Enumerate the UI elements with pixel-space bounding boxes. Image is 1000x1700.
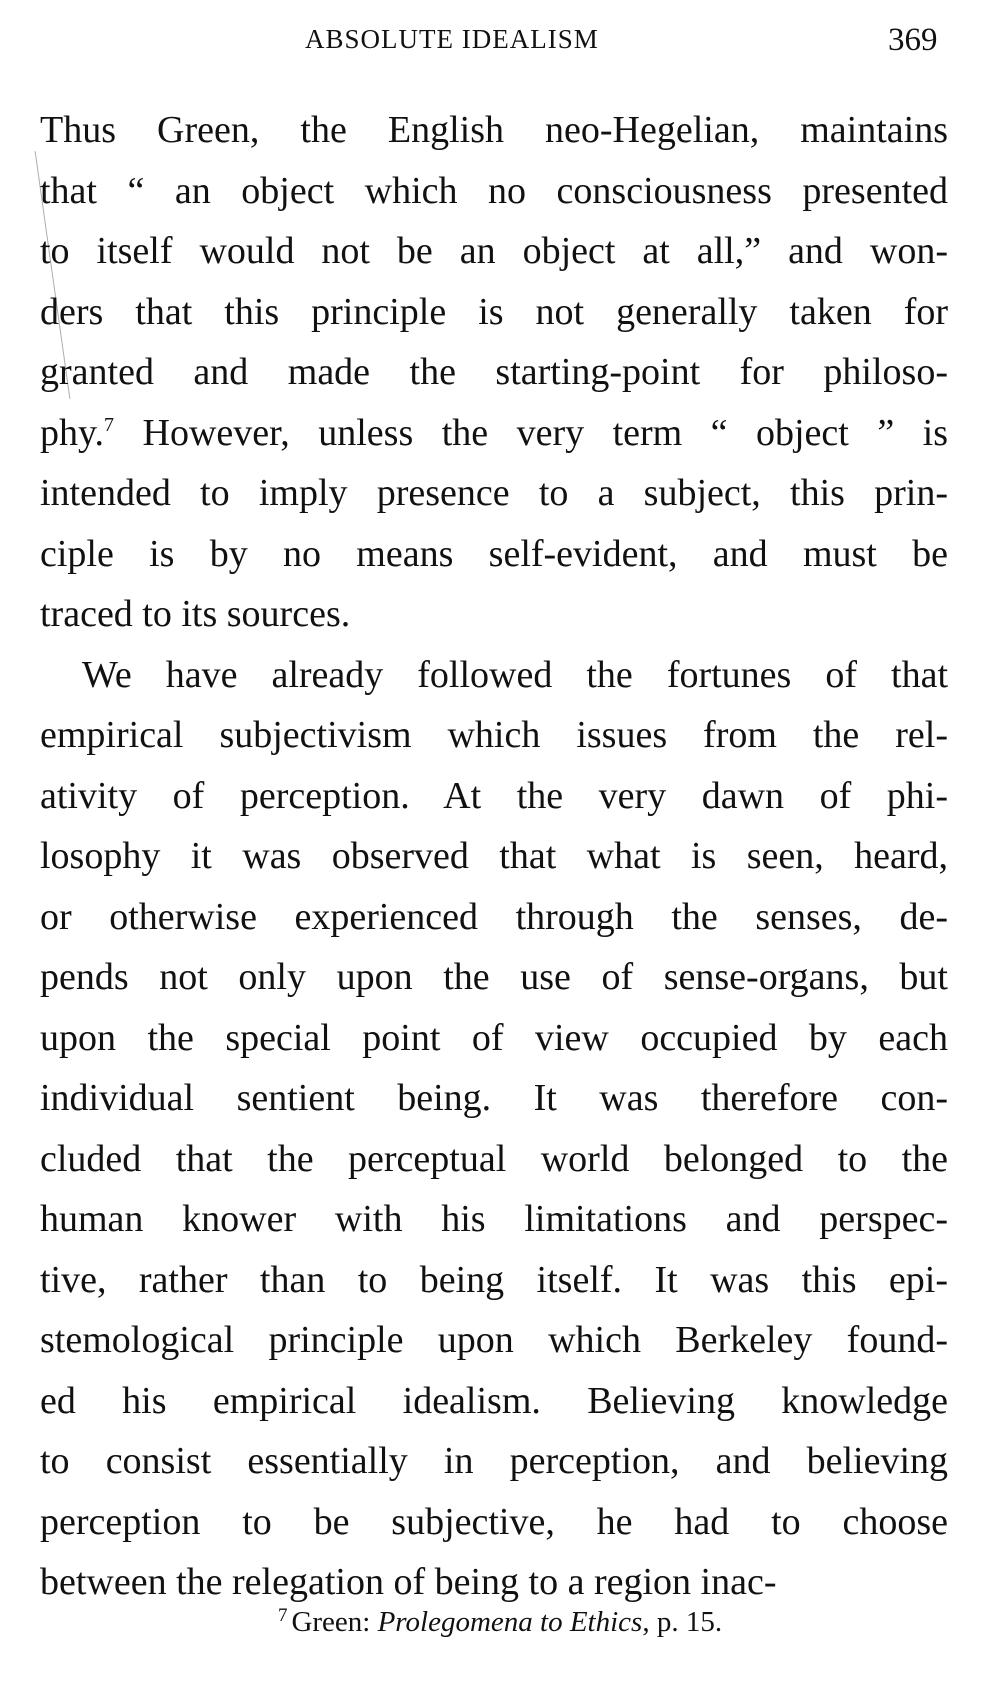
text-line: ed his empirical idealism. Believing knowledge	[40, 1379, 948, 1422]
footnote	[0, 1605, 1000, 1639]
text-line: tive, rather than to being itself. It was this epi-	[40, 1258, 948, 1301]
text-line: ciple is by no means self-evident, and must be	[40, 532, 948, 575]
text-line: individual sentient being. It was therefore con-	[40, 1077, 948, 1119]
text-line: to itself would not be an object at all,” and won-	[40, 230, 948, 272]
running-head-title: ABSOLUTE IDEALISM	[305, 24, 599, 54]
footnote-rest: , p. 15.	[642, 1606, 723, 1638]
text-line: losophy it was observed that what is seen, heard,	[40, 835, 948, 877]
text-line: perception to be subjective, he had to choose	[40, 1500, 948, 1543]
footnote-author: Green:	[291, 1606, 378, 1638]
footnote-reference[interactable]: 7	[104, 413, 115, 436]
text-line: traced to its sources.	[40, 593, 351, 635]
text-line: empirical subjectivism which issues from the rel-	[40, 714, 948, 756]
text-line: phy.$^7$ However, unless the very term “ object ” is	[40, 411, 948, 454]
running-head	[0, 18, 1000, 68]
paragraph	[40, 645, 948, 1613]
text-line: stemological principle upon which Berkeley found-	[40, 1319, 948, 1361]
text-line: granted and made the starting-point for philoso-	[40, 351, 948, 393]
text-line: upon the special point of view occupied by each	[40, 1016, 948, 1059]
page-number: 369	[888, 22, 938, 58]
text-line: pends not only upon the use of sense-organs, but	[40, 956, 948, 998]
text-line: Thus Green, the English neo-Hegelian, maintains	[40, 109, 948, 151]
text-line: ativity of perception. At the very dawn of phi-	[40, 774, 948, 817]
text-line: to consist essentially in perception, and believing	[40, 1440, 948, 1482]
text-line: We have already followed the fortunes of that	[82, 653, 948, 696]
paragraph	[40, 100, 948, 645]
text-line: intended to imply presence to a subject, this prin-	[40, 472, 948, 514]
text-line: cluded that the perceptual world belonged to the	[40, 1137, 948, 1180]
footnote-title: Prolegomena to Ethics	[377, 1606, 643, 1638]
text-line: that “ an object which no consciousness presented	[40, 169, 948, 212]
body-text	[40, 100, 948, 1613]
text-line: between the relegation of being to a region inac-	[40, 1561, 777, 1603]
text-line: ders that this principle is not generally taken for	[40, 290, 948, 333]
text-line: human knower with his limitations and perspec-	[40, 1198, 948, 1240]
footnote-marker: 7	[277, 1605, 288, 1626]
text-line: or otherwise experienced through the senses, de-	[40, 895, 948, 938]
